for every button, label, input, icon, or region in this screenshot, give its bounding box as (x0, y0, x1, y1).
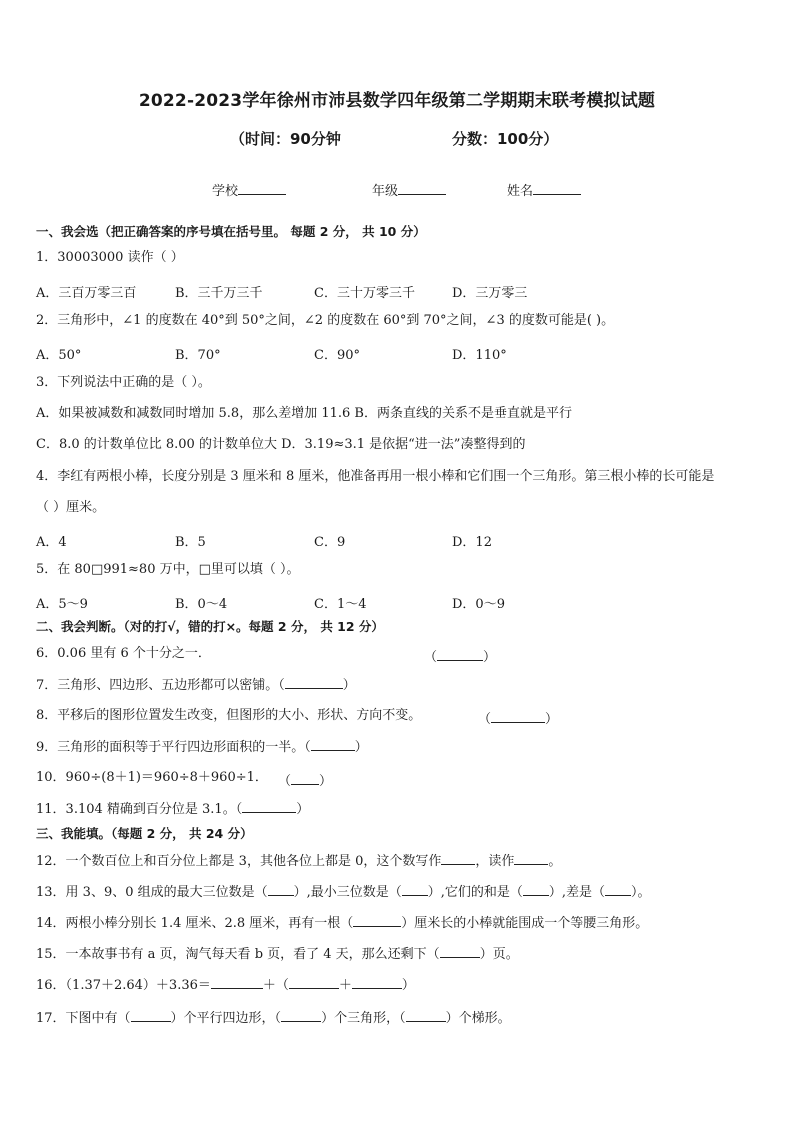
q10-answer[interactable]: （ ） (278, 774, 333, 789)
q11-text: 11．3.104 精确到百分位是 3.1。（ (36, 802, 243, 817)
q9-row: 9．三角形的面积等于平行四边形面积的一半。（ ） (36, 740, 368, 755)
exam-title: 2022-2023学年徐州市沛县数学四年级第二学期期末联考模拟试题 (138, 91, 656, 111)
school-blank[interactable] (238, 184, 286, 195)
q4-text: 4．李红有两根小棒，长度分别是 3 厘米和 8 厘米，他准备再用一根小棒和它们围一个三角形。第三根小棒的长可能是 (36, 469, 715, 484)
q3-options-cd[interactable]: C．8.0 的计数单位比 8.00 的计数单位大 D．3.19≈3.1 是依据“进一法”凑整得到的 (36, 437, 526, 452)
q15-blank[interactable] (440, 946, 480, 958)
name-label: 姓名 (507, 184, 534, 199)
q5-option-c[interactable]: C．1～4 (314, 597, 367, 612)
q2-option-a[interactable]: A．50° (36, 348, 82, 363)
score-label: 分数：100分） (452, 130, 559, 148)
q7-row: 7．三角形、四边形、五边形都可以密铺。（ ） (36, 678, 356, 693)
school-label: 学校 (212, 184, 239, 199)
q13-blank-1[interactable] (268, 884, 294, 896)
grade-blank[interactable] (398, 184, 446, 195)
q8-text: 8．平移后的图形位置发生改变，但图形的大小、形状、方向不变。 (36, 708, 422, 723)
q11-row: 11．3.104 精确到百分位是 3.1。（ ） (36, 802, 310, 817)
q17-blank-2[interactable] (281, 1010, 321, 1022)
q1-option-b[interactable]: B．三千万三千 (175, 286, 263, 301)
q8-row (36, 708, 421, 724)
q12-row: 12．一个数百位上和百分位上都是 3，其他各位上都是 0，这个数写作 ，读作 。 (36, 854, 562, 869)
q1-text: 1．30003000 读作（ ） (36, 250, 184, 265)
q4-option-a[interactable]: A．4 (36, 535, 67, 550)
q7-answer[interactable] (285, 677, 343, 689)
q17-row: 17．下图中有（ ）个平行四边形，（ ）个三角形，（ ）个梯形。 (36, 1011, 511, 1026)
q6-text: 6．0.06 里有 6 个十分之一． (36, 646, 211, 661)
q16-blank-2[interactable] (289, 977, 339, 989)
q16-blank-1[interactable] (211, 977, 263, 989)
q5-option-b[interactable]: B．0～4 (175, 597, 228, 612)
q14-blank[interactable] (353, 915, 401, 927)
q14-row: 14．两根小棒分别长 1.4 厘米、2.8 厘米，再有一根（ ）厘米长的小棒就能围成一个等腰三角形。 (36, 916, 649, 931)
q2-option-c[interactable]: C．90° (314, 348, 360, 363)
name-blank[interactable] (533, 184, 581, 195)
q6-row (36, 646, 211, 662)
q13-row: 13．用 3、9、0 组成的最大三位数是（ ）,最小三位数是（ ）,它们的和是（ ）,差是（ ）。 (36, 885, 651, 900)
q17-blank-3[interactable] (406, 1010, 446, 1022)
time-label: （时间：90分钟 (230, 130, 341, 148)
q3-options-ab[interactable]: A．如果被减数和减数同时增加 5.8，那么差增加 11.6 B．两条直线的关系不是垂直就是平行 (36, 406, 572, 421)
q13-blank-4[interactable] (605, 884, 631, 896)
q12-blank-2[interactable] (514, 853, 548, 865)
q4-text-cont: （ ）厘米。 (36, 500, 106, 515)
q5-option-d[interactable]: D．0～9 (452, 597, 505, 612)
section-1-heading: 一、我会选（把正确答案的序号填在括号里。 每题 2 分， 共 10 分） (36, 224, 426, 239)
q17-blank-1[interactable] (131, 1010, 171, 1022)
q11-answer[interactable] (242, 801, 296, 813)
name-field[interactable] (507, 180, 581, 199)
q1-option-a[interactable]: A．三百万零三百 (36, 286, 137, 301)
q10-text: 10．960÷(8＋1)＝960÷8＋960÷1． (36, 770, 268, 785)
q3-text: 3．下列说法中正确的是（ ）。 (36, 375, 211, 390)
q10-row (36, 770, 268, 786)
school-field[interactable] (212, 180, 286, 199)
q8-answer[interactable]: （ ） (478, 712, 559, 727)
q1-option-c[interactable]: C．三十万零三千 (314, 286, 415, 301)
q6-answer[interactable]: （ ） (424, 650, 497, 665)
q2-option-d[interactable]: D．110° (452, 348, 507, 363)
q15-row: 15．一本故事书有 a 页，淘气每天看 b 页，看了 4 天，那么还剩下（ ）页。 (36, 947, 519, 962)
q9-answer[interactable] (311, 739, 355, 751)
q16-row: 16．（1.37＋2.64）＋3.36＝ ＋（ ＋ ） (36, 978, 415, 993)
q12-blank-1[interactable] (441, 853, 475, 865)
q5-option-a[interactable]: A．5～9 (36, 597, 88, 612)
q4-option-b[interactable]: B．5 (175, 535, 206, 550)
q4-option-d[interactable]: D．12 (452, 535, 492, 550)
q2-text: 2．三角形中，∠1 的度数在 40°到 50°之间，∠2 的度数在 60°到 70°之间，∠3 的度数可能是( )。 (36, 313, 615, 328)
q13-blank-3[interactable] (523, 884, 549, 896)
q4-option-c[interactable]: C．9 (314, 535, 346, 550)
q5-text: 5．在 80□991≈80 万中，□里可以填（ ）。 (36, 562, 300, 577)
q7-text: 7．三角形、四边形、五边形都可以密铺。（ (36, 678, 285, 693)
q1-option-d[interactable]: D．三万零三 (452, 286, 528, 301)
q9-text: 9．三角形的面积等于平行四边形面积的一半。（ (36, 740, 311, 755)
q16-blank-3[interactable] (352, 977, 402, 989)
q13-blank-2[interactable] (402, 884, 428, 896)
grade-field[interactable] (372, 180, 446, 199)
q2-option-b[interactable]: B．70° (175, 348, 221, 363)
section-3-heading: 三、我能填。（每题 2 分， 共 24 分） (36, 826, 253, 841)
section-2-heading: 二、我会判断。（对的打√，错的打×。每题 2 分， 共 12 分） (36, 619, 384, 634)
grade-label: 年级 (372, 184, 399, 199)
